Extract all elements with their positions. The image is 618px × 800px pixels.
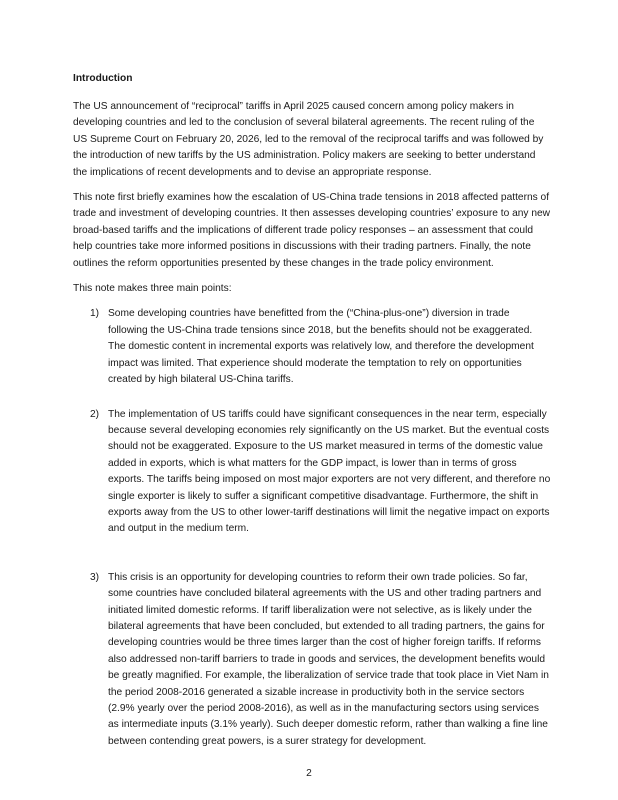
list-item — [73, 570, 551, 750]
page-number: 2 — [306, 768, 312, 779]
intro-paragraph-3: This note makes three main points: — [73, 283, 232, 295]
list-item-number: 3) — [90, 571, 100, 583]
intro-paragraph-2: This note first briefly examines how the escalation of US-China trade tensions in 2018 affected patterns of trade and investment of developing countries. It then assesses developing countries’ exposure to any new broad-based tariffs and the implications of different trade policy responses – an assessment that could help countries take more informed positions in discussions with their trading partners. Finally, the note outlines the reform opportunities presented by these changes in the trade policy environment. — [73, 192, 551, 269]
list-item-text: The implementation of US tariffs could have significant consequences in the near term, especially because several developing economies rely significantly on the US market. But the eventual costs should not be exaggerated. Exposure to the US market measured in terms of the domestic value added in exports, which is what matters for the GDP impact, is lower than in terms of gross exports. The tariffs being imposed on most major exporters are not very different, and therefore no single exporter is likely to suffer a significant competitive disadvantage. Furthermore, the shift in exports away from the US to other lower-tariff destinations will limit the negative impact on exports and output in the medium term. — [108, 408, 551, 535]
intro-paragraph-1: The US announcement of “reciprocal” tariffs in April 2025 caused concern among policy makers in developing countries and led to the conclusion of several bilateral agreements. The recent ruling of the US Supreme Court on February 20, 2026, led to the removal of the reciprocal tariffs and was followed by the introduction of new tariffs by the US administration. Policy makers are seeking to better understand the implications of recent developments and to devise an appropriate response. — [73, 101, 544, 178]
section-heading: Introduction — [73, 73, 133, 84]
list-item-text: This crisis is an opportunity for developing countries to reform their own trade policies. So far, some countries have concluded bilateral agreements with the US and other trading partners and initiated limited domestic reforms. If tariff liberalization were not selective, as is likely under the bilateral agreements that have been concluded, but extended to all trading partners, the gains for developing countries would be three times larger than the cost of higher foreign tariffs. If reforms also addressed non-tariff barriers to trade in goods and services, the development benefits would be greatly magnified. For example, the liberalization of service trade that took place in Viet Nam in the period 2008-2016 generated a sizable increase in productivity both in the service sectors (2.9% yearly over the period 2008-2016), as well as in the manufacturing sectors using services as intermediate inputs (3.1% yearly). Such deeper domestic reform, rather than walking a fine line between contending great powers, is a surer strategy for development. — [108, 571, 549, 747]
list-item — [73, 306, 551, 388]
list-item-number: 1) — [90, 308, 100, 320]
list-item — [73, 407, 551, 538]
list-item-text: Some developing countries have benefitted from the (“China-plus-one”) diversion in trade following the US-China trade tensions since 2018, but the benefits should not be exaggerated. The domestic content in incremental exports was relatively low, and therefore the development impact was limited. That experience should moderate the temptation to rely on opportunities created by high bilateral US-China tariffs. — [108, 308, 534, 386]
page-content — [73, 72, 551, 768]
list-item-number: 2) — [90, 408, 100, 420]
main-points-list — [73, 306, 551, 750]
